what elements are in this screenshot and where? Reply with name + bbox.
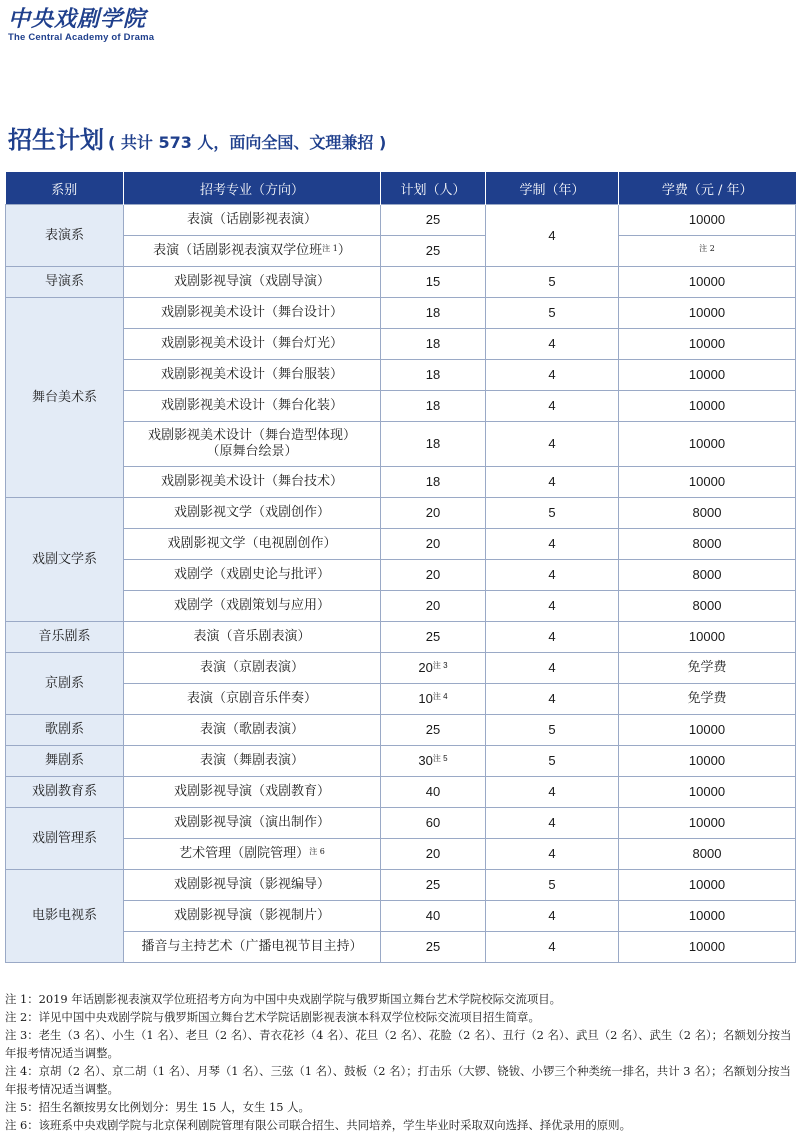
major-text-line2: （原舞台绘景） <box>206 444 298 459</box>
plan-cell <box>381 653 486 684</box>
plan-cell: 40 <box>381 901 486 932</box>
table-row <box>6 870 796 901</box>
department-cell: 京剧系 <box>6 653 124 715</box>
footnote-5: 注 5：招生名额按男女比例划分：男生 15 人，女生 15 人。 <box>5 1100 310 1114</box>
years-cell: 5 <box>486 715 619 746</box>
years-cell: 4 <box>486 360 619 391</box>
table-row <box>6 560 796 591</box>
plan-cell: 20 <box>381 560 486 591</box>
plan-cell: 20 <box>381 591 486 622</box>
years-cell: 5 <box>486 267 619 298</box>
table-row <box>6 391 796 422</box>
table-row <box>6 267 796 298</box>
fee-cell: 10000 <box>619 777 796 808</box>
fee-cell: 10000 <box>619 391 796 422</box>
plan-cell: 18 <box>381 298 486 329</box>
major-cell: 戏剧影视文学（戏剧创作） <box>124 498 381 529</box>
major-cell: 表演（舞剧表演） <box>124 746 381 777</box>
major-cell: 戏剧影视导演（影视制片） <box>124 901 381 932</box>
table-row <box>6 808 796 839</box>
fee-cell: 10000 <box>619 467 796 498</box>
major-cell <box>124 422 381 467</box>
plan-value: 10 <box>418 691 433 706</box>
page-title: 招生计划 <box>8 126 104 154</box>
footnote-2: 注 2：详见中国中央戏剧学院与俄罗斯国立舞台艺术学院话剧影视表演本科双学位校际交流项目招生简章。 <box>5 1010 540 1024</box>
table-row <box>6 684 796 715</box>
years-cell: 4 <box>486 591 619 622</box>
academy-logo <box>8 6 154 43</box>
plan-cell: 60 <box>381 808 486 839</box>
plan-cell: 18 <box>381 467 486 498</box>
fee-cell <box>619 236 796 267</box>
major-cell: 表演（话剧影视表演） <box>124 205 381 236</box>
major-cell: 戏剧影视美术设计（舞台技术） <box>124 467 381 498</box>
table-row <box>6 529 796 560</box>
fee-cell: 10000 <box>619 267 796 298</box>
major-cell: 戏剧影视美术设计（舞台设计） <box>124 298 381 329</box>
footnote-3: 注 3：老生（3 名）、小生（1 名）、老旦（2 名）、青衣花衫（4 名）、花旦（2 名）、花脸（2 名）、丑行（2 名）、武旦（2 名）、武生（2 名）；名额划分按当年报考情况适当调整。 <box>5 1028 792 1060</box>
department-cell: 舞台美术系 <box>6 298 124 498</box>
department-cell: 表演系 <box>6 205 124 267</box>
years-cell: 4 <box>486 529 619 560</box>
plan-cell: 25 <box>381 622 486 653</box>
fee-cell: 免学费 <box>619 653 796 684</box>
table-row <box>6 360 796 391</box>
years-cell: 4 <box>486 391 619 422</box>
major-cell: 戏剧影视导演（戏剧教育） <box>124 777 381 808</box>
fee-cell: 8000 <box>619 591 796 622</box>
table-row <box>6 298 796 329</box>
fee-cell: 10000 <box>619 901 796 932</box>
major-text: 戏剧影视美术设计（舞台造型体现） <box>147 428 356 443</box>
fee-cell: 10000 <box>619 622 796 653</box>
major-cell: 戏剧影视导演（影视编导） <box>124 870 381 901</box>
fee-cell: 10000 <box>619 360 796 391</box>
plan-cell: 18 <box>381 422 486 467</box>
plan-cell: 20 <box>381 529 486 560</box>
years-cell: 4 <box>486 839 619 870</box>
header-plan: 计划（人） <box>381 172 486 205</box>
table-row <box>6 746 796 777</box>
years-cell: 5 <box>486 298 619 329</box>
years-cell: 5 <box>486 498 619 529</box>
major-cell: 戏剧影视美术设计（舞台化装） <box>124 391 381 422</box>
years-cell: 5 <box>486 870 619 901</box>
table-row <box>6 777 796 808</box>
fee-cell: 10000 <box>619 808 796 839</box>
footnote-6: 注 6：该班系中央戏剧学院与北京保利剧院管理有限公司联合招生、共同培养，学生毕业时采取双向选择、择优录用的原则。 <box>5 1118 631 1132</box>
plan-value: 20 <box>418 660 433 675</box>
major-text-suffix: ） <box>337 243 351 258</box>
department-cell: 戏剧教育系 <box>6 777 124 808</box>
table-row <box>6 329 796 360</box>
department-cell: 电影电视系 <box>6 870 124 963</box>
plan-cell: 20 <box>381 498 486 529</box>
table-row <box>6 422 796 467</box>
department-cell: 戏剧文学系 <box>6 498 124 622</box>
fee-cell: 10000 <box>619 329 796 360</box>
major-cell: 表演（歌剧表演） <box>124 715 381 746</box>
fee-cell: 10000 <box>619 870 796 901</box>
years-cell: 4 <box>486 932 619 963</box>
major-cell: 播音与主持艺术（广播电视节目主持） <box>124 932 381 963</box>
footnote-marker: 注 3 <box>432 661 448 670</box>
table-row <box>6 622 796 653</box>
footnote-4: 注 4：京胡（2 名）、京二胡（1 名）、月琴（1 名）、三弦（1 名）、鼓板（2 名）；打击乐（大锣、铙钹、小锣三个种类统一排名，共计 3 名）；名额划分按当年报考情况适当调整。 <box>5 1064 791 1096</box>
plan-cell: 25 <box>381 715 486 746</box>
years-cell: 4 <box>486 684 619 715</box>
logo-english-name: The Central Academy of Drama <box>8 32 155 43</box>
header-department: 系别 <box>6 172 124 205</box>
department-cell: 歌剧系 <box>6 715 124 746</box>
fee-cell: 10000 <box>619 746 796 777</box>
table-row <box>6 498 796 529</box>
table-row <box>6 591 796 622</box>
years-cell: 4 <box>486 560 619 591</box>
plan-cell: 25 <box>381 236 486 267</box>
years-cell: 4 <box>486 467 619 498</box>
plan-cell: 18 <box>381 391 486 422</box>
footnote-marker: 注 4 <box>432 692 448 701</box>
page-subtitle: ( 共计 573 人，面向全国、文理兼招 ) <box>108 133 387 152</box>
footnote-marker: 注 5 <box>432 754 448 763</box>
major-cell: 戏剧影视导演（演出制作） <box>124 808 381 839</box>
fee-cell: 8000 <box>619 529 796 560</box>
years-cell: 4 <box>486 622 619 653</box>
footnote-marker: 注 2 <box>699 244 715 253</box>
plan-cell: 25 <box>381 870 486 901</box>
footnote-marker: 注 1 <box>322 244 338 253</box>
table-row <box>6 653 796 684</box>
plan-cell: 18 <box>381 360 486 391</box>
table-row <box>6 901 796 932</box>
fee-cell: 10000 <box>619 715 796 746</box>
major-cell: 表演（京剧表演） <box>124 653 381 684</box>
major-cell: 戏剧影视美术设计（舞台服装） <box>124 360 381 391</box>
plan-cell <box>381 746 486 777</box>
years-cell: 4 <box>486 329 619 360</box>
fee-cell: 8000 <box>619 560 796 591</box>
years-cell: 4 <box>486 205 619 267</box>
table-header-row <box>6 172 796 205</box>
department-cell: 戏剧管理系 <box>6 808 124 870</box>
major-cell: 戏剧影视导演（戏剧导演） <box>124 267 381 298</box>
fee-cell: 免学费 <box>619 684 796 715</box>
header-years: 学制（年） <box>486 172 619 205</box>
major-cell: 戏剧影视美术设计（舞台灯光） <box>124 329 381 360</box>
footnotes <box>5 990 797 1134</box>
years-cell: 4 <box>486 777 619 808</box>
department-cell: 音乐剧系 <box>6 622 124 653</box>
footnote-marker: 注 6 <box>309 847 325 856</box>
department-cell: 舞剧系 <box>6 746 124 777</box>
plan-cell: 40 <box>381 777 486 808</box>
table-row <box>6 205 796 236</box>
major-cell: 表演（京剧音乐伴奏） <box>124 684 381 715</box>
major-cell: 戏剧学（戏剧史论与批评） <box>124 560 381 591</box>
fee-cell: 8000 <box>619 839 796 870</box>
fee-cell: 10000 <box>619 205 796 236</box>
plan-cell: 25 <box>381 205 486 236</box>
plan-cell: 20 <box>381 839 486 870</box>
enrollment-table <box>5 172 796 963</box>
years-cell: 4 <box>486 808 619 839</box>
page-heading <box>8 120 386 155</box>
major-cell: 表演（音乐剧表演） <box>124 622 381 653</box>
fee-cell: 8000 <box>619 498 796 529</box>
years-cell: 4 <box>486 422 619 467</box>
fee-cell: 10000 <box>619 298 796 329</box>
fee-cell: 10000 <box>619 932 796 963</box>
plan-cell: 15 <box>381 267 486 298</box>
department-cell: 导演系 <box>6 267 124 298</box>
major-text: 艺术管理（剧院管理） <box>179 846 310 861</box>
plan-cell: 18 <box>381 329 486 360</box>
major-text: 表演（话剧影视表演双学位班 <box>153 243 323 258</box>
years-cell: 4 <box>486 901 619 932</box>
fee-cell: 10000 <box>619 422 796 467</box>
table-row <box>6 467 796 498</box>
major-cell: 戏剧学（戏剧策划与应用） <box>124 591 381 622</box>
table-row <box>6 932 796 963</box>
header-fee: 学费（元 / 年） <box>619 172 796 205</box>
plan-cell <box>381 684 486 715</box>
table-row <box>6 839 796 870</box>
years-cell: 5 <box>486 746 619 777</box>
major-cell <box>124 236 381 267</box>
major-cell <box>124 839 381 870</box>
logo-chinese-name: 中央戏剧学院 <box>8 6 147 32</box>
table-row <box>6 236 796 267</box>
footnote-1: 注 1：2019 年话剧影视表演双学位班招考方向为中国中央戏剧学院与俄罗斯国立舞台艺术学院校际交流项目。 <box>5 992 562 1006</box>
plan-value: 30 <box>418 753 433 768</box>
plan-cell: 25 <box>381 932 486 963</box>
header-major: 招考专业（方向） <box>124 172 381 205</box>
major-cell: 戏剧影视文学（电视剧创作） <box>124 529 381 560</box>
table-row <box>6 715 796 746</box>
years-cell: 4 <box>486 653 619 684</box>
